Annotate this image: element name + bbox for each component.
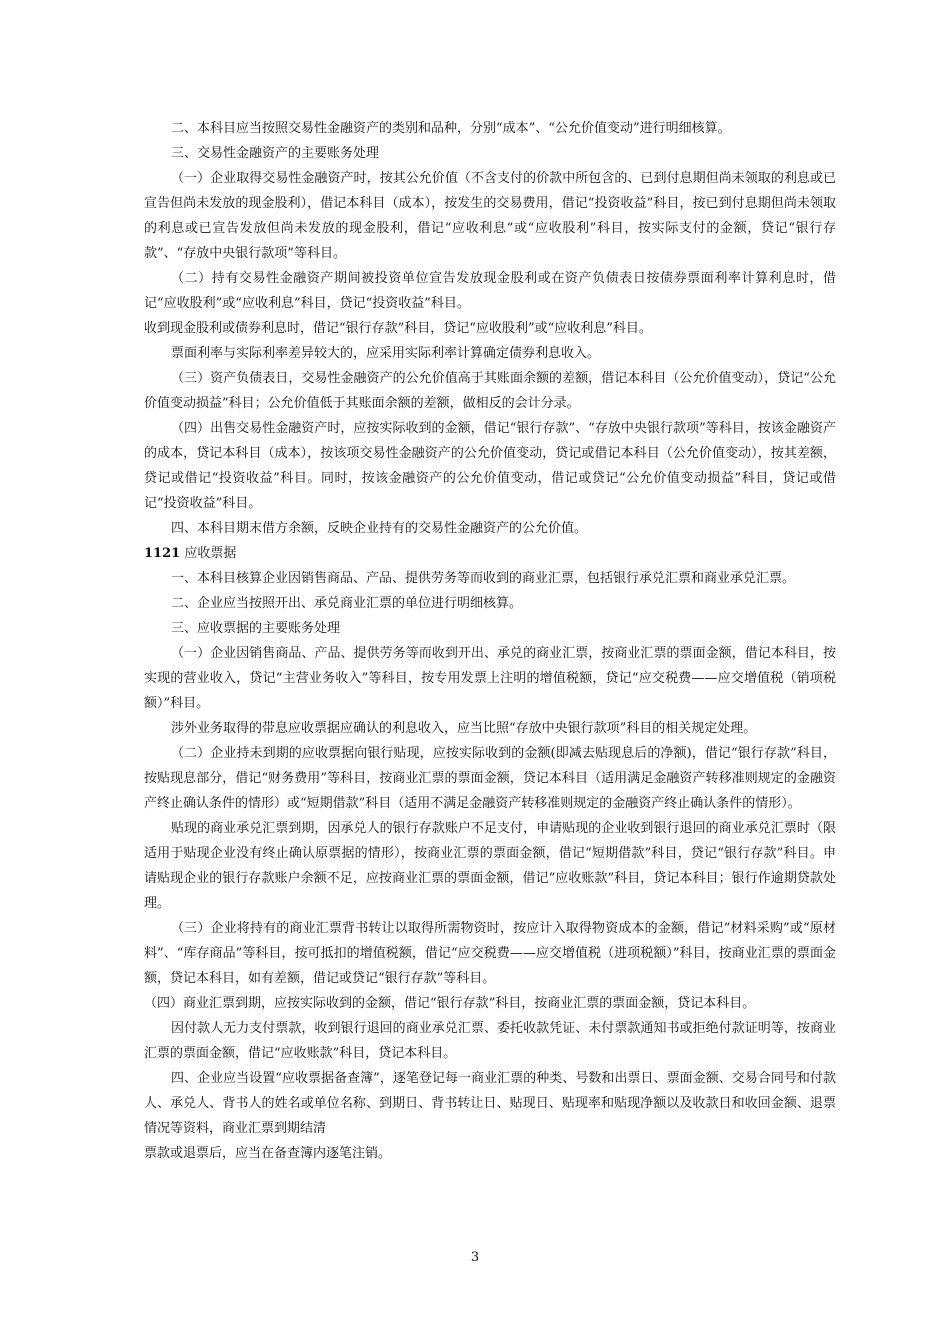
paragraph: 四、企业应当设置“应收票据备查簿”，逐笔登记每一商业汇票的种类、号数和出票日、票面金额、交易合同号和付款人、承兑人、背书人的姓名或单位名称、到期日、背书转让日、贴现日、贴现率和贴现净额以及收款日和收回金额、退票情况等资料，商业汇票到期结清 xyxy=(144,1071,836,1136)
paragraph: （二）持有交易性金融资产期间被投资单位宣告发放现金股利或在资产负债表日按债券票面利率计算利息时，借记“应收股利”或“应收利息”科目，贷记“投资收益”科目。 xyxy=(144,271,836,311)
section-title: 应收票据 xyxy=(184,546,237,561)
paragraph: （一）企业因销售商品、产品、提供劳务等而收到开出、承兑的商业汇票，按商业汇票的票面金额，借记本科目，按实现的营业收入，贷记“主营业务收入”等科目，按专用发票上注明的增值税额，贷记“应交税费——应交增值税（销项税额）”科目。 xyxy=(144,646,836,711)
paragraph: （二）企业持未到期的应收票据向银行贴现，应按实际收到的金额(即减去贴现息后的净额)，借记“银行存款”科目，按贴现息部分，借记“财务费用”等科目，按商业汇票的票面金额，贷记本科目（适用满足金融资产转移准则规定的金融资产终止确认条件的情形）或“短期借款”科目（适用不满足金融资产转移准则规定的金融资产终止确认条件的情形）。 xyxy=(144,746,836,811)
paragraph: 涉外业务取得的带息应收票据应确认的利息收入，应当比照“存放中央银行款项”科目的相关规定处理。 xyxy=(171,721,757,736)
section-heading xyxy=(144,541,836,566)
paragraph: 票面利率与实际利率差异较大的，应采用实际利率计算确定债券利息收入。 xyxy=(171,346,601,361)
paragraph: （三）企业将持有的商业汇票背书转让以取得所需物资时，按应计入取得物资成本的金额，借记“材料采购”或“原材料”、“库存商品”等科目，按可抵扣的增值税额，借记“应交税费——应交增值税（进项税额）”科目，按商业汇票的票面金额，贷记本科目，如有差额，借记或贷记“银行存款”等科目。 xyxy=(144,921,836,986)
paragraph: 二、本科目应当按照交易性金融资产的类别和品种，分别“成本”、“公允价值变动”进行明细核算。 xyxy=(171,121,731,136)
paragraph: 四、本科目期末借方余额，反映企业持有的交易性金融资产的公允价值。 xyxy=(171,521,588,536)
paragraph: 三、应收票据的主要账务处理 xyxy=(171,621,341,636)
paragraph: 三、交易性金融资产的主要账务处理 xyxy=(171,146,380,161)
paragraph: 贴现的商业承兑汇票到期，因承兑人的银行存款账户不足支付，申请贴现的企业收到银行退回的商业承兑汇票时（限适用于贴现企业没有终止确认原票据的情形），按商业汇票的票面金额，借记“短期借款”科目，贷记“银行存款”科目。申请贴现企业的银行存款账户余额不足，应按商业汇票的票面金额，借记“应收账款”科目，贷记本科目；银行作逾期贷款处理。 xyxy=(144,821,836,911)
paragraph: 票款或退票后，应当在备查簿内逐笔注销。 xyxy=(144,1146,392,1161)
paragraph: 一、本科目核算企业因销售商品、产品、提供劳务等而收到的商业汇票，包括银行承兑汇票和商业承兑汇票。 xyxy=(171,571,796,586)
paragraph: 收到现金股利或债券利息时，借记“银行存款”科目，贷记“应收股利”或“应收利息”科目。 xyxy=(144,321,652,336)
paragraph: （四）商业汇票到期，应按实际收到的金额，借记“银行存款”科目，按商业汇票的票面金额，贷记本科目。 xyxy=(144,996,756,1011)
paragraph: （三）资产负债表日，交易性金融资产的公允价值高于其账面余额的差额，借记本科目（公允价值变动），贷记“公允价值变动损益”科目；公允价值低于其账面余额的差额，做相反的会计分录。 xyxy=(144,371,836,411)
paragraph: 因付款人无力支付票款，收到银行退回的商业承兑汇票、委托收款凭证、未付票款通知书或拒绝付款证明等，按商业汇票的票面金额，借记“应收账款”科目，贷记本科目。 xyxy=(144,1021,836,1061)
section-code: 1121 xyxy=(144,546,181,561)
paragraph: 二、企业应当按照开出、承兑商业汇票的单位进行明细核算。 xyxy=(171,596,523,611)
page-content xyxy=(144,116,836,1166)
paragraph: （一）企业取得交易性金融资产时，按其公允价值（不含支付的价款中所包含的、已到付息期但尚未领取的利息或已宣告但尚未发放的现金股利），借记本科目（成本），按发生的交易费用，借记“投资收益”科目，按已到付息期但尚未领取的利息或已宣告发放但尚未发放的现金股利，借记“应收利息”或“应收股利”科目，按实际支付的金额，贷记“银行存款”、“存放中央银行款项”等科目。 xyxy=(144,171,836,261)
paragraph: （四）出售交易性金融资产时，应按实际收到的金额，借记“银行存款”、“存放中央银行款项”等科目，按该金融资产的成本，贷记本科目（成本），按该项交易性金融资产的公允价值变动，贷记或借记本科目（公允价值变动），按其差额，贷记或借记“投资收益”科目。同时，按该金融资产的公允价值变动，借记或贷记“公允价值变动损益”科目，贷记或借记“投资收益”科目。 xyxy=(144,421,836,511)
page-number: 3 xyxy=(470,1250,480,1265)
